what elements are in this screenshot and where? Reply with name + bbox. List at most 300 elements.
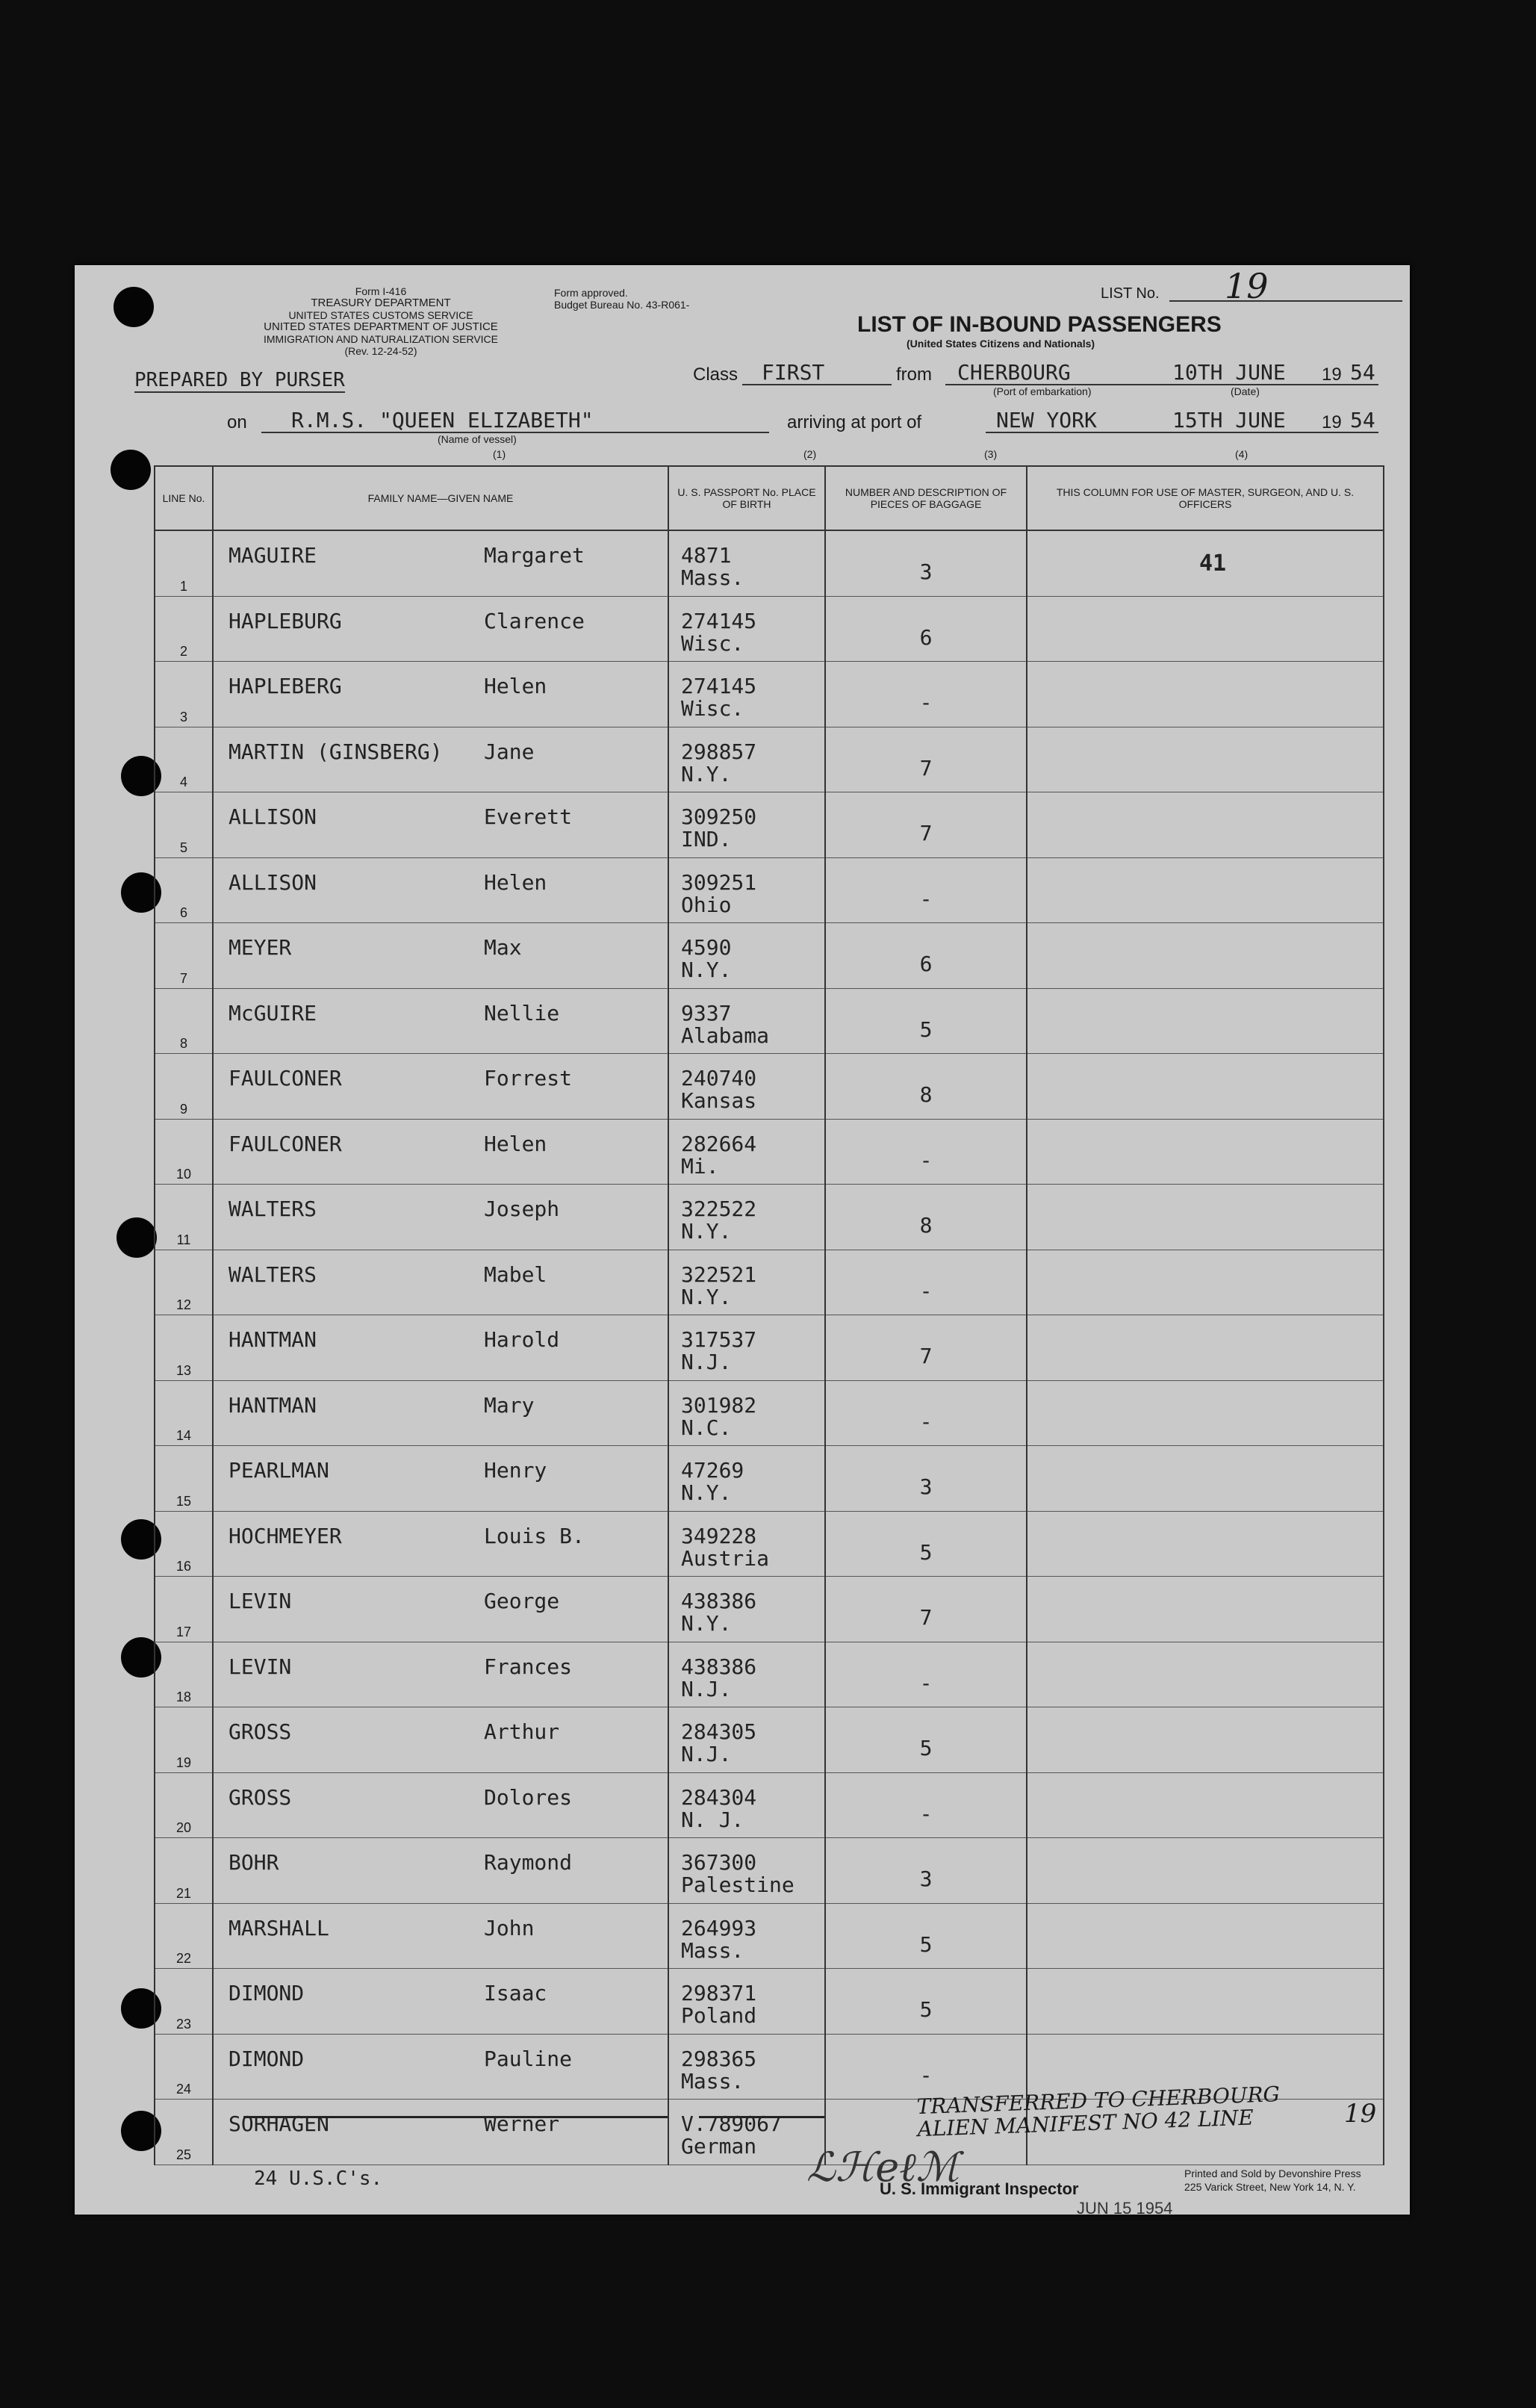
line-no-cell	[155, 1185, 213, 1250]
date-caption: (Date)	[1231, 385, 1260, 397]
family-name: McGUIRE	[228, 1000, 317, 1025]
arriving-label: arriving at port of	[787, 412, 922, 432]
officers-cell	[1027, 1903, 1384, 1969]
baggage-count: 7	[919, 821, 933, 845]
line-no-cell	[155, 1250, 213, 1315]
baggage-count: -	[919, 1801, 933, 1826]
name-cell	[213, 1446, 668, 1512]
col-baggage: NUMBER AND DESCRIPTION OF PIECES OF BAGGAGE	[825, 466, 1027, 530]
family-name: FAULCONER	[228, 1131, 342, 1156]
name-cell	[213, 1903, 668, 1969]
line-number: 10	[175, 1167, 192, 1182]
given-name: Max	[484, 935, 522, 960]
line-number: 1	[179, 578, 187, 594]
family-name: WALTERS	[228, 1262, 317, 1287]
line-number: 21	[175, 1885, 192, 1901]
strike-through-line	[243, 2116, 668, 2118]
punch-hole	[114, 287, 154, 327]
baggage-cell	[825, 596, 1027, 662]
line-number: 22	[175, 1951, 192, 1966]
line-number: 24	[175, 2082, 192, 2097]
baggage-cell	[825, 727, 1027, 792]
strike-through-line	[699, 2116, 824, 2118]
punch-hole	[111, 450, 151, 490]
passport-cell	[668, 596, 825, 662]
officers-cell	[1027, 1838, 1384, 1904]
line-number: 9	[179, 1101, 187, 1117]
given-name: Nellie	[484, 1000, 560, 1025]
baggage-cell	[825, 2034, 1027, 2100]
passport-cell	[668, 727, 825, 792]
name-cell	[213, 662, 668, 727]
line-number: 7	[179, 970, 187, 986]
given-name: Raymond	[484, 1850, 573, 1875]
place-of-birth: N.C.	[681, 1415, 732, 1440]
line-number: 17	[175, 1624, 192, 1639]
officers-cell	[1027, 1315, 1384, 1381]
table-row	[155, 923, 1384, 989]
passport-cell	[668, 792, 825, 858]
passport-number: 349228	[681, 1523, 757, 1548]
passport-cell	[668, 1446, 825, 1512]
line-no-cell	[155, 1511, 213, 1577]
baggage-count: 6	[919, 624, 933, 650]
family-name: SORHAGEN	[228, 2111, 329, 2136]
vessel-caption: (Name of vessel)	[438, 433, 517, 445]
family-name: HANTMAN	[228, 1392, 317, 1418]
line-no-cell	[155, 988, 213, 1054]
family-name: LEVIN	[228, 1589, 292, 1613]
place-of-birth: N.J.	[681, 1676, 732, 1701]
officers-cell	[1027, 727, 1384, 792]
line-no-cell	[155, 1119, 213, 1185]
given-name: Isaac	[484, 1981, 547, 2005]
passport-number: 264993	[681, 1915, 757, 1940]
family-name: DIMOND	[228, 2046, 305, 2071]
given-name: Everett	[484, 804, 573, 829]
line-no-cell	[155, 1772, 213, 1838]
family-name: MARSHALL	[228, 1915, 329, 1940]
baggage-cell	[825, 1119, 1027, 1185]
place-of-birth: Kansas	[681, 1088, 757, 1113]
form-agency-block	[224, 285, 538, 357]
place-of-birth: N.Y.	[681, 1480, 732, 1505]
family-name: FAULCONER	[228, 1066, 342, 1090]
baggage-count: 7	[919, 1344, 933, 1368]
table-row	[155, 662, 1384, 727]
officers-cell	[1027, 1380, 1384, 1446]
name-cell	[213, 1185, 668, 1250]
given-name: Louis B.	[484, 1523, 585, 1548]
place-of-birth: N.Y.	[681, 1611, 732, 1636]
baggage-count: 3	[919, 1866, 933, 1891]
officers-cell	[1027, 1707, 1384, 1773]
baggage-count: -	[919, 1278, 933, 1303]
table-row	[155, 1380, 1384, 1446]
baggage-cell	[825, 1315, 1027, 1381]
place-of-birth: Palestine	[681, 1872, 795, 1897]
place-of-birth: N.Y.	[681, 958, 732, 982]
baggage-count: 3	[919, 1474, 933, 1499]
line-no-cell	[155, 1969, 213, 2035]
given-name: Margaret	[484, 543, 585, 568]
baggage-cell	[825, 1577, 1027, 1642]
citizen-count: 24 U.S.C's.	[254, 2167, 383, 2190]
place-of-birth: German	[681, 2134, 757, 2159]
line-no-cell	[155, 1315, 213, 1381]
family-name: DIMOND	[228, 1981, 305, 2005]
table-row	[155, 1054, 1384, 1120]
table-row	[155, 857, 1384, 923]
passport-cell	[668, 662, 825, 727]
line-no-cell	[155, 2034, 213, 2100]
passport-number: 240740	[681, 1066, 757, 1090]
baggage-cell	[825, 1707, 1027, 1773]
col-number-4: (4)	[1235, 448, 1249, 460]
baggage-cell	[825, 923, 1027, 989]
baggage-count: 7	[919, 1605, 933, 1630]
baggage-count: 6	[919, 952, 933, 976]
customs-service: UNITED STATES CUSTOMS SERVICE	[288, 309, 473, 321]
passport-cell	[668, 923, 825, 989]
baggage-cell	[825, 530, 1027, 596]
list-number: 19	[1225, 266, 1269, 306]
passport-cell	[668, 1707, 825, 1773]
punch-hole	[116, 1217, 157, 1258]
baggage-cell	[825, 1838, 1027, 1904]
col-number-2: (2)	[803, 448, 817, 460]
place-of-birth: Wisc.	[681, 696, 744, 721]
place-of-birth: N.Y.	[681, 1219, 732, 1244]
form-subtitle: (United States Citizens and Nationals)	[907, 338, 1095, 350]
given-name: Frances	[484, 1654, 573, 1679]
baggage-count: -	[919, 1409, 933, 1434]
officers-cell	[1027, 857, 1384, 923]
given-name: Werner	[484, 2111, 560, 2136]
received-stamp-date: JUN 15 1954	[1077, 2199, 1173, 2218]
line-no-cell	[155, 1054, 213, 1120]
table-row	[155, 792, 1384, 858]
from-port: CHERBOURG	[957, 360, 1071, 385]
form-approval	[554, 287, 689, 311]
baggage-cell	[825, 1903, 1027, 1969]
given-name: John	[484, 1915, 535, 1940]
given-name: Forrest	[484, 1066, 573, 1090]
officers-cell	[1027, 988, 1384, 1054]
table-row	[155, 1903, 1384, 1969]
col-passport: U. S. PASSPORT No. PLACE OF BIRTH	[668, 466, 825, 530]
passport-cell	[668, 988, 825, 1054]
vessel-name: R.M.S. "QUEEN ELIZABETH"	[291, 408, 594, 432]
baggage-count: -	[919, 886, 933, 911]
table-row	[155, 596, 1384, 662]
table-row	[155, 1838, 1384, 1904]
family-name: PEARLMAN	[228, 1458, 329, 1483]
officers-cell	[1027, 792, 1384, 858]
line-no-cell	[155, 857, 213, 923]
passport-number: 274145	[681, 674, 757, 698]
baggage-cell	[825, 662, 1027, 727]
family-name: ALLISON	[228, 804, 317, 829]
passport-cell	[668, 1642, 825, 1707]
officers-cell	[1027, 1772, 1384, 1838]
place-of-birth: N.J.	[681, 1350, 732, 1374]
place-of-birth: N.Y.	[681, 1284, 732, 1309]
officers-cell	[1027, 596, 1384, 662]
passport-number: 284304	[681, 1784, 757, 1810]
col-line-no: LINE No.	[155, 466, 213, 530]
name-cell	[213, 1380, 668, 1446]
baggage-cell	[825, 1642, 1027, 1707]
name-cell	[213, 1054, 668, 1120]
passport-cell	[668, 1772, 825, 1838]
family-name: MEYER	[228, 935, 292, 960]
baggage-count: 5	[919, 1539, 933, 1565]
officers-cell	[1027, 1642, 1384, 1707]
passport-number: 322521	[681, 1262, 757, 1287]
baggage-count: 5	[919, 1997, 933, 2022]
passport-number: 282664	[681, 1131, 757, 1156]
line-no-cell	[155, 1577, 213, 1642]
table-row	[155, 1185, 1384, 1250]
officers-cell	[1027, 530, 1384, 596]
line-number: 19	[175, 1754, 192, 1770]
arrival-date: 15TH JUNE	[1172, 408, 1286, 432]
passport-cell	[668, 1903, 825, 1969]
name-cell	[213, 988, 668, 1054]
table-row	[155, 1577, 1384, 1642]
line-no-cell	[155, 1707, 213, 1773]
family-name: BOHR	[228, 1850, 279, 1875]
baggage-count: -	[919, 1670, 933, 1695]
place-of-birth: N.Y.	[681, 761, 732, 786]
name-cell	[213, 792, 668, 858]
table-row	[155, 1707, 1384, 1773]
given-name: Joseph	[484, 1197, 560, 1221]
line-number: 3	[179, 709, 187, 724]
line-no-cell	[155, 923, 213, 989]
name-cell	[213, 1838, 668, 1904]
place-of-birth: Austria	[681, 1545, 770, 1571]
passport-number: 284305	[681, 1719, 757, 1744]
family-name: HAPLEBURG	[228, 608, 342, 633]
name-cell	[213, 2034, 668, 2100]
col-number-1: (1)	[493, 448, 506, 460]
line-number: 4	[179, 775, 187, 789]
col-name: FAMILY NAME—GIVEN NAME	[213, 466, 668, 530]
name-cell	[213, 1250, 668, 1315]
passport-number: 47269	[681, 1458, 744, 1483]
officers-cell	[1027, 1446, 1384, 1512]
given-name: Mabel	[484, 1262, 547, 1287]
passport-cell	[668, 1054, 825, 1120]
passport-cell	[668, 1511, 825, 1577]
officers-cell	[1027, 1969, 1384, 2035]
given-name: Clarence	[484, 608, 585, 633]
list-number-label: LIST No.	[1101, 285, 1160, 302]
form-title: LIST OF IN-BOUND PASSENGERS	[857, 312, 1222, 337]
passport-number: 309250	[681, 804, 757, 829]
baggage-count: 7	[919, 755, 933, 781]
budget-bureau: Budget Bureau No. 43-R061-	[554, 299, 690, 311]
baggage-cell	[825, 857, 1027, 923]
passport-number: 322522	[681, 1197, 757, 1221]
table-row	[155, 1446, 1384, 1512]
treasury-dept: TREASURY DEPARTMENT	[311, 297, 451, 309]
family-name: WALTERS	[228, 1197, 317, 1221]
name-cell	[213, 1969, 668, 2035]
passport-number: 438386	[681, 1654, 757, 1679]
officers-cell	[1027, 1577, 1384, 1642]
form-number: Form I-416	[355, 285, 407, 297]
baggage-cell	[825, 1969, 1027, 2035]
baggage-count: 8	[919, 1082, 933, 1107]
place-of-birth: Mass.	[681, 1937, 744, 1963]
given-name: Jane	[484, 739, 535, 764]
table-row	[155, 1772, 1384, 1838]
baggage-count: 5	[919, 1736, 933, 1760]
on-label: on	[227, 412, 247, 432]
officers-cell	[1027, 1250, 1384, 1315]
class-label: Class	[693, 364, 739, 385]
place-of-birth: N. J.	[681, 1807, 744, 1832]
name-cell	[213, 530, 668, 596]
officers-cell	[1027, 923, 1384, 989]
given-name: Henry	[484, 1458, 547, 1483]
passport-cell	[668, 1185, 825, 1250]
given-name: Helen	[484, 1131, 547, 1156]
line-number: 12	[175, 1297, 192, 1312]
class-value: FIRST	[762, 360, 825, 385]
name-cell	[213, 1642, 668, 1707]
prepared-by: PREPARED BY PURSER	[134, 369, 345, 391]
name-cell	[213, 1315, 668, 1381]
line-number: 8	[179, 1036, 187, 1051]
baggage-cell	[825, 1446, 1027, 1512]
line-no-cell	[155, 1642, 213, 1707]
given-name: Helen	[484, 674, 547, 698]
given-name: Helen	[484, 869, 547, 895]
passport-cell	[668, 1250, 825, 1315]
col-officers: THIS COLUMN FOR USE OF MASTER, SURGEON, AND U. S. OFFICERS	[1027, 466, 1384, 530]
passport-number: 298365	[681, 2046, 757, 2071]
passport-number: 367300	[681, 1850, 757, 1875]
line-number: 23	[175, 2016, 192, 2032]
baggage-count: -	[919, 690, 933, 715]
line-number: 11	[176, 1232, 191, 1247]
baggage-count: -	[919, 1147, 933, 1173]
line-no-cell	[155, 662, 213, 727]
arrival-year-prefix: 19	[1322, 412, 1342, 432]
family-name: LEVIN	[228, 1654, 292, 1679]
passport-number: 298857	[681, 739, 757, 764]
table-row	[155, 1511, 1384, 1577]
table-row	[155, 1119, 1384, 1185]
passport-cell	[668, 1380, 825, 1446]
ins-service: IMMIGRATION AND NATURALIZATION SERVICE	[264, 333, 498, 345]
revision: (Rev. 12-24-52)	[344, 345, 417, 357]
col-number-3: (3)	[984, 448, 998, 460]
table-header-row	[155, 466, 1384, 530]
baggage-cell	[825, 1054, 1027, 1120]
line-number: 6	[179, 905, 187, 920]
line-number: 14	[175, 1428, 192, 1443]
place-of-birth: Alabama	[681, 1023, 770, 1048]
family-name: MARTIN (GINSBERG)	[228, 739, 443, 764]
passenger-table	[154, 465, 1384, 2165]
family-name: ALLISON	[228, 869, 317, 895]
line-number: 2	[179, 644, 187, 659]
place-of-birth: Ohio	[681, 892, 732, 917]
passport-cell	[668, 1119, 825, 1185]
given-name: Mary	[484, 1392, 535, 1418]
name-cell	[213, 727, 668, 792]
passport-number: 298371	[681, 1981, 757, 2005]
passport-number: 4871	[681, 543, 732, 568]
justice-dept: UNITED STATES DEPARTMENT OF JUSTICE	[264, 320, 498, 333]
place-of-birth: Poland	[681, 2003, 757, 2028]
family-name: HAPLEBERG	[228, 674, 342, 698]
name-cell	[213, 1119, 668, 1185]
arrival-year: 54	[1350, 408, 1375, 432]
port-embark-caption: (Port of embarkation)	[993, 385, 1092, 397]
given-name: Harold	[484, 1327, 560, 1352]
given-name: George	[484, 1589, 560, 1613]
arrival-port: NEW YORK	[996, 408, 1097, 432]
transferred-note-suffix: 19	[1344, 2099, 1377, 2129]
line-number: 5	[179, 840, 187, 855]
line-no-cell	[155, 1903, 213, 1969]
line-number: 15	[175, 1493, 192, 1509]
family-name: HANTMAN	[228, 1327, 317, 1352]
line-number: 20	[175, 1820, 192, 1835]
place-of-birth: Mi.	[681, 1153, 719, 1179]
officers-cell	[1027, 1511, 1384, 1577]
name-cell	[213, 1772, 668, 1838]
name-cell	[213, 1707, 668, 1773]
passport-cell	[668, 2100, 825, 2165]
line-number: 25	[175, 2147, 192, 2162]
baggage-count: 5	[919, 1017, 933, 1042]
baggage-count: 8	[919, 1213, 933, 1238]
baggage-cell	[825, 1772, 1027, 1838]
line-no-cell	[155, 2100, 213, 2165]
inspector-label: U. S. Immigrant Inspector	[880, 2179, 1079, 2198]
table-row	[155, 727, 1384, 792]
given-name: Dolores	[484, 1784, 573, 1810]
transferred-note: TRANSFERRED TO CHERBOURG ALIEN MANIFEST NO 42 LINE	[916, 2082, 1281, 2142]
baggage-count: 3	[919, 559, 933, 584]
table-row	[155, 530, 1384, 596]
baggage-cell	[825, 792, 1027, 858]
passport-cell	[668, 857, 825, 923]
officers-cell	[1027, 1185, 1384, 1250]
line-no-cell	[155, 596, 213, 662]
line-no-cell	[155, 792, 213, 858]
inspector-signature: ℒℋeℓℳ	[806, 2144, 960, 2191]
baggage-cell	[825, 1250, 1027, 1315]
line-number: 18	[175, 1689, 192, 1704]
given-name: Pauline	[484, 2046, 573, 2071]
passport-number: 4590	[681, 935, 732, 960]
passport-number: 309251	[681, 869, 757, 895]
name-cell	[213, 923, 668, 989]
list-number-line	[1169, 300, 1402, 302]
passport-cell	[668, 1577, 825, 1642]
passport-cell	[668, 530, 825, 596]
place-of-birth: N.J.	[681, 1742, 732, 1766]
place-of-birth: Mass.	[681, 2068, 744, 2094]
